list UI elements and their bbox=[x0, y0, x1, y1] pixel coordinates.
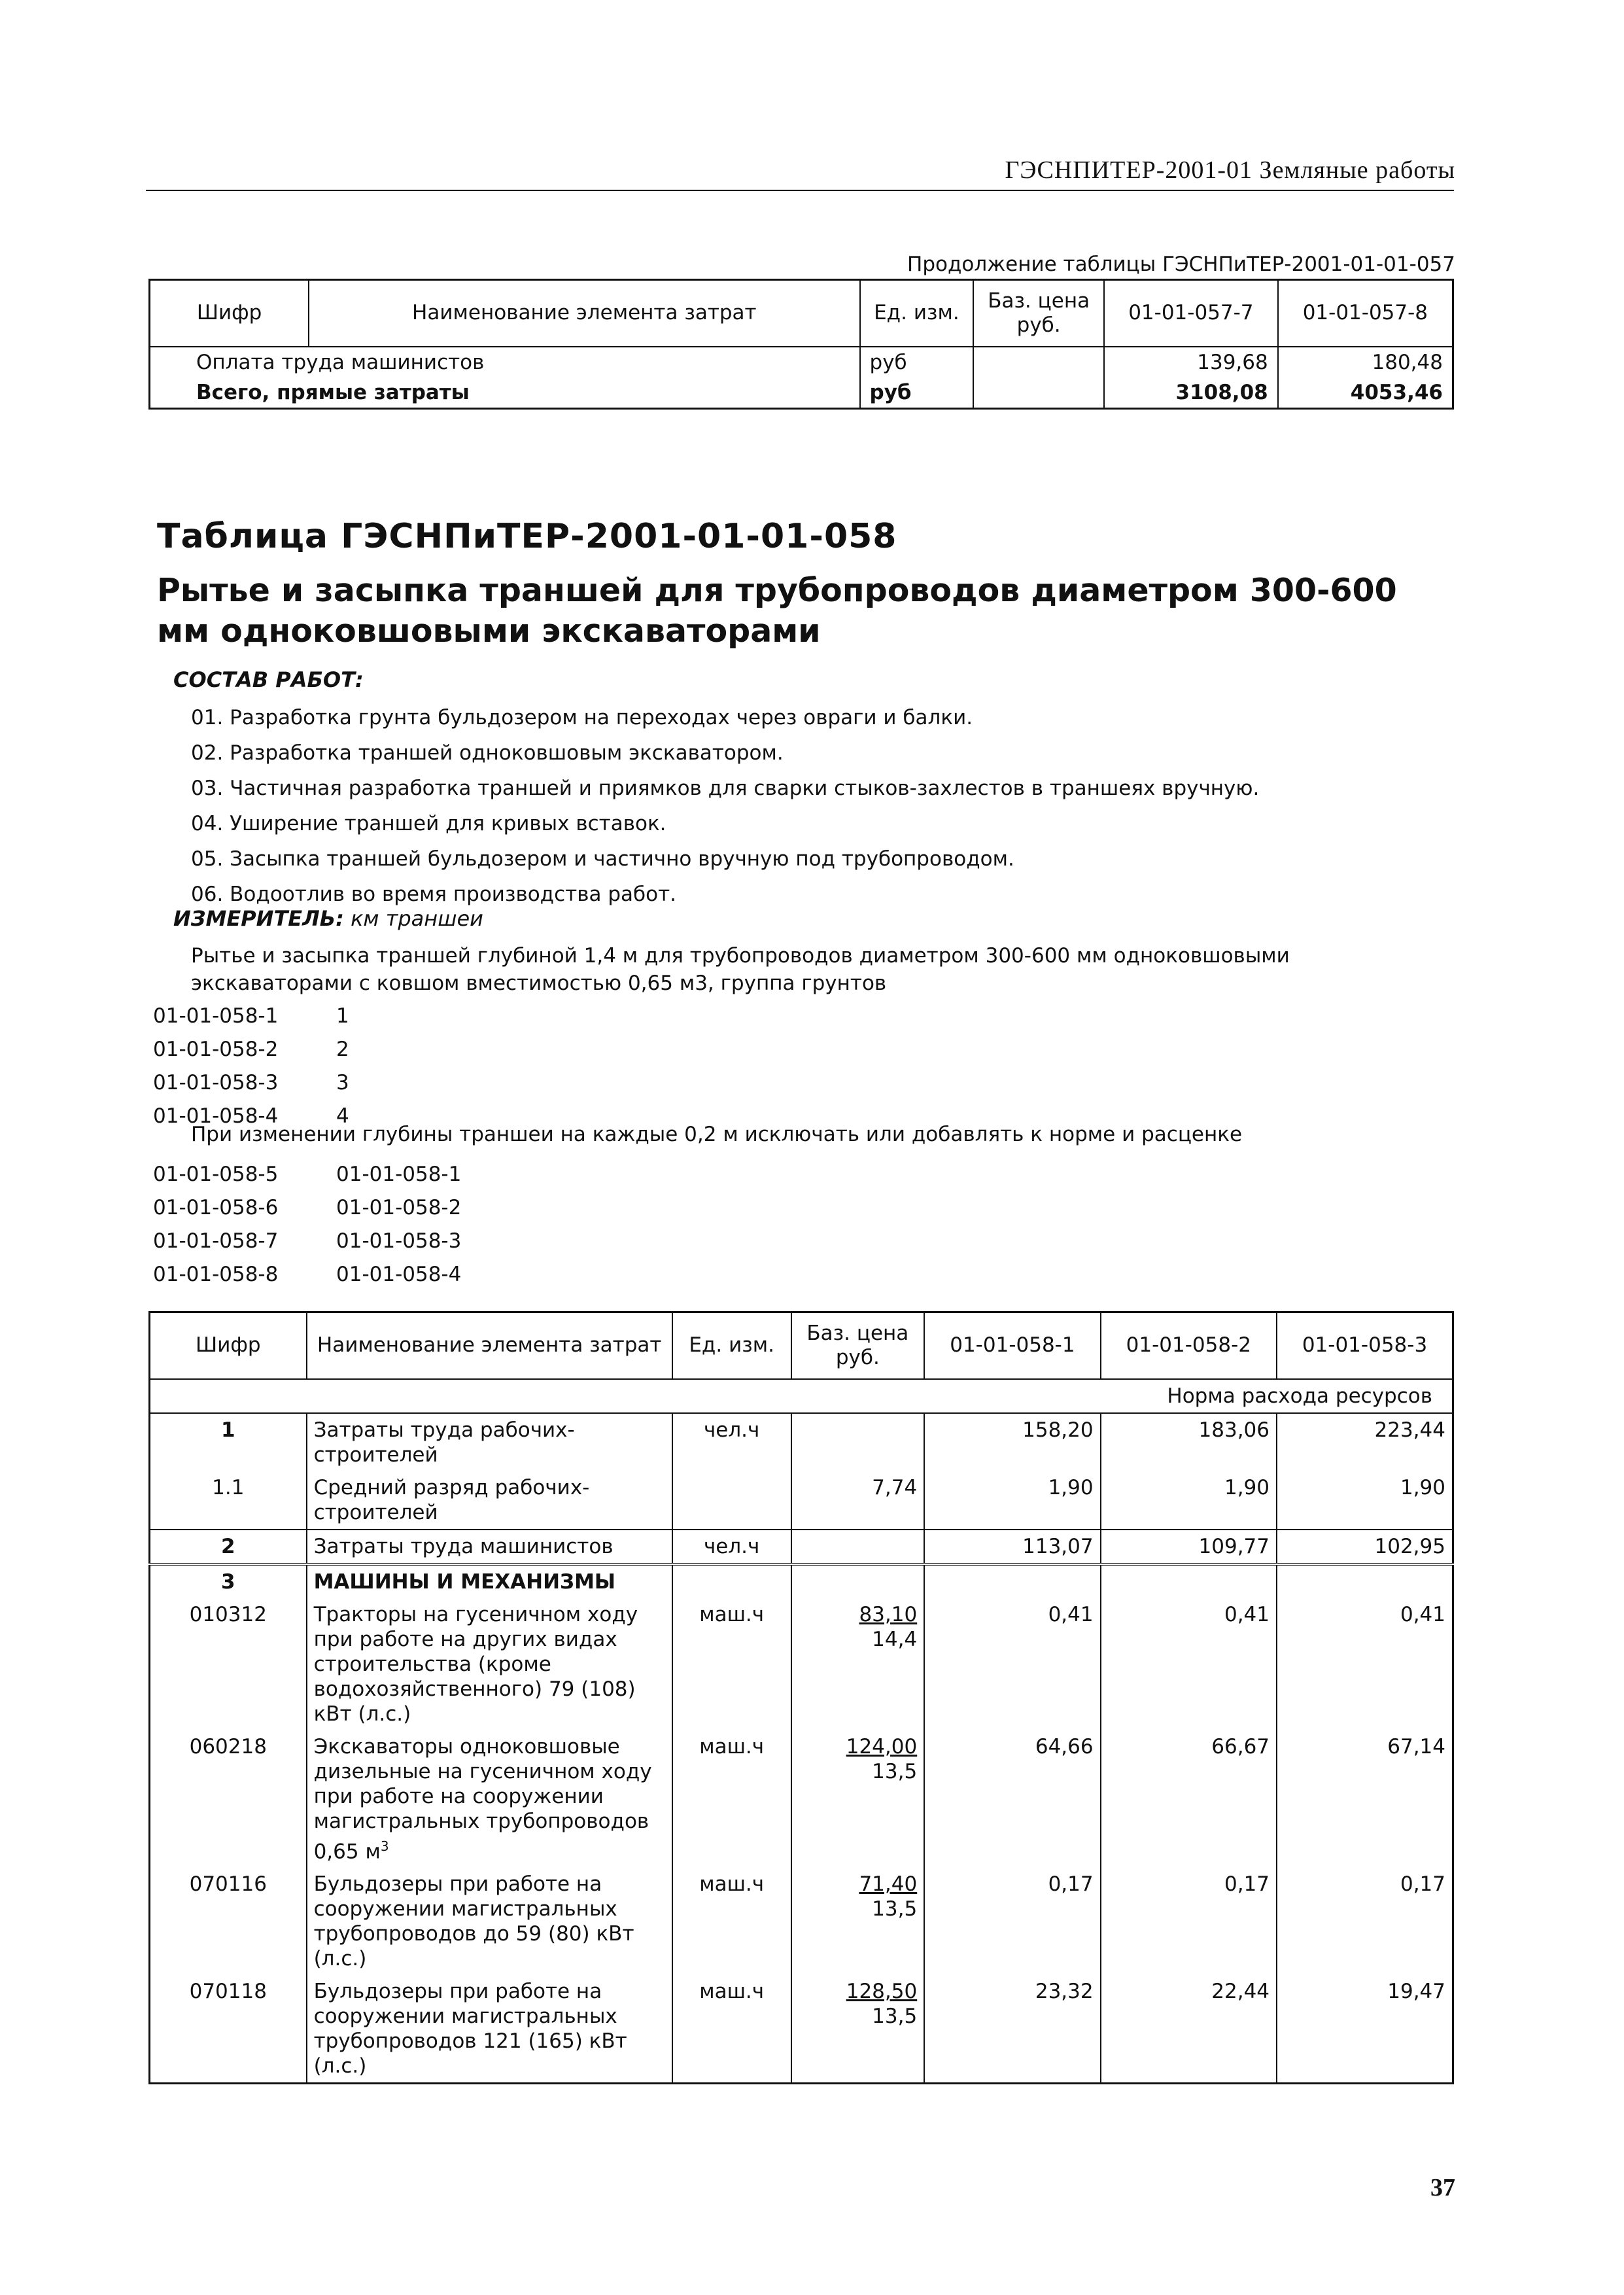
row-unit: маш.ч bbox=[699, 1980, 765, 2004]
list-item bbox=[153, 1225, 461, 1258]
table-row bbox=[150, 347, 1453, 377]
row-value bbox=[1101, 1564, 1277, 1598]
price-top: 83,10 bbox=[859, 1603, 918, 1626]
row-value: 109,77 bbox=[1101, 1530, 1277, 1564]
code: 01-01-058-8 bbox=[153, 1263, 279, 1286]
row-unit bbox=[672, 1471, 791, 1530]
column-header: 01-01-058-1 bbox=[924, 1312, 1100, 1380]
row-value: 139,68 bbox=[1104, 347, 1278, 377]
row-value: 4053,46 bbox=[1278, 377, 1453, 409]
code-value: 01-01-058-2 bbox=[336, 1196, 462, 1219]
row-value: 102,95 bbox=[1277, 1530, 1453, 1564]
table-row bbox=[150, 1868, 1453, 1975]
price-bottom: 13,5 bbox=[872, 1760, 918, 1783]
price-bottom: 14,4 bbox=[872, 1628, 918, 1651]
row-price bbox=[791, 1564, 925, 1598]
row-value: 1,90 bbox=[1277, 1471, 1453, 1530]
table-row-total bbox=[150, 377, 1453, 409]
row-value: 223,44 bbox=[1277, 1413, 1453, 1471]
row-value: 158,20 bbox=[924, 1413, 1100, 1471]
change-code-list bbox=[153, 1158, 461, 1291]
work-composition-list bbox=[191, 700, 1259, 912]
row-value: 19,47 bbox=[1277, 1975, 1453, 2084]
row-price bbox=[791, 1530, 925, 1564]
row-code: 3 bbox=[150, 1564, 307, 1598]
column-header: 01-01-058-3 bbox=[1277, 1312, 1453, 1380]
column-header: Ед. изм. bbox=[672, 1312, 791, 1380]
table-row bbox=[150, 1598, 1453, 1730]
row-value: 0,17 bbox=[1101, 1868, 1277, 1975]
list-item: 02. Разработка траншей одноковшовым экскаватором. bbox=[191, 741, 784, 765]
row-value: 113,07 bbox=[924, 1530, 1100, 1564]
row-code: 010312 bbox=[189, 1603, 267, 1626]
table-row bbox=[150, 1564, 1453, 1598]
row-value bbox=[924, 1564, 1100, 1598]
description: Рытье и засыпка траншей глубиной 1,4 м для трубопроводов диаметром 300-600 мм одноковшовыми экскаваторами с ковшом вместимостью 0,65 м3, группа грунтов bbox=[191, 944, 1290, 995]
table-row bbox=[150, 1975, 1453, 2084]
continuation-caption: Продолжение таблицы ГЭСНПиТЕР-2001-01-01-057 bbox=[907, 253, 1455, 276]
row-value: 22,44 bbox=[1101, 1975, 1277, 2084]
row-price bbox=[973, 377, 1104, 409]
list-item bbox=[153, 1033, 349, 1066]
row-name: Бульдозеры при работе на сооружении магистральных трубопроводов до 59 (80) кВт (л.с.) bbox=[307, 1868, 672, 1975]
code-value: 3 bbox=[336, 1071, 349, 1095]
list-item: 01. Разработка грунта бульдозером на переходах через овраги и балки. bbox=[191, 706, 973, 729]
row-value: 0,17 bbox=[924, 1868, 1100, 1975]
column-header: Наименование элемента затрат bbox=[307, 1312, 672, 1380]
work-composition-label: СОСТАВ РАБОТ: bbox=[173, 667, 364, 692]
row-value: 0,41 bbox=[1101, 1598, 1277, 1730]
code-value: 01-01-058-4 bbox=[336, 1263, 462, 1286]
superscript: 3 bbox=[380, 1838, 389, 1854]
code: 01-01-058-2 bbox=[153, 1038, 279, 1061]
code-value: 2 bbox=[336, 1038, 349, 1061]
row-unit: маш.ч bbox=[699, 1735, 765, 1759]
price-bottom: 7,74 bbox=[872, 1476, 918, 1499]
price-top: 128,50 bbox=[846, 1980, 918, 2004]
code-value: 1 bbox=[336, 1004, 349, 1028]
running-header: ГЭСНПИТЕР-2001-01 Земляные работы bbox=[1005, 156, 1455, 184]
row-price bbox=[791, 1471, 925, 1530]
row-unit: руб bbox=[860, 377, 974, 409]
row-code: 060218 bbox=[189, 1735, 267, 1759]
price-top: 124,00 bbox=[846, 1735, 918, 1759]
row-price bbox=[791, 1413, 925, 1471]
row-price bbox=[791, 1975, 925, 2084]
list-item: 05. Засыпка траншей бульдозером и частично вручную под трубопроводом. bbox=[191, 847, 1014, 871]
column-header: Ед. изм. bbox=[860, 280, 974, 347]
row-price bbox=[791, 1868, 925, 1975]
norm-label: Норма расхода ресурсов bbox=[150, 1379, 1453, 1413]
price-bottom: 13,5 bbox=[872, 2005, 918, 2029]
meter-value: км траншеи bbox=[351, 906, 483, 931]
column-header: Шифр bbox=[150, 280, 309, 347]
row-name: Затраты труда рабочих-строителей bbox=[307, 1413, 672, 1471]
column-header: 01-01-057-8 bbox=[1278, 280, 1453, 347]
list-item bbox=[153, 1158, 461, 1191]
row-value: 0,17 bbox=[1277, 1868, 1453, 1975]
page-number: 37 bbox=[1430, 2174, 1455, 2201]
list-item bbox=[153, 1000, 349, 1033]
row-price bbox=[791, 1598, 925, 1730]
code: 01-01-058-3 bbox=[153, 1071, 279, 1095]
row-name-text: Экскаваторы одноковшовые дизельные на гусеничном ходу при работе на сооружении магистральных трубопроводов 0,65 м bbox=[313, 1735, 652, 1864]
list-item: 06. Водоотлив во время производства работ. bbox=[191, 883, 677, 906]
resource-table bbox=[148, 1311, 1454, 2084]
row-code: 1 bbox=[150, 1413, 307, 1471]
row-name: Затраты труда машинистов bbox=[307, 1530, 672, 1564]
table-subtitle: Рытье и засыпка траншей для трубопроводов диаметром 300-600 мм одноковшовыми экскаваторами bbox=[157, 572, 1397, 650]
code: 01-01-058-7 bbox=[153, 1229, 279, 1253]
price-top: 71,40 bbox=[859, 1872, 918, 1897]
list-item bbox=[153, 1258, 461, 1291]
change-note: При изменении глубины траншеи на каждые 0,2 м исключать или добавлять к норме и расценке bbox=[191, 1123, 1243, 1146]
list-item bbox=[153, 1191, 461, 1225]
row-value: 23,32 bbox=[924, 1975, 1100, 2084]
list-item: 04. Уширение траншей для кривых вставок. bbox=[191, 812, 666, 835]
row-value: 66,67 bbox=[1101, 1730, 1277, 1868]
code-value: 4 bbox=[336, 1104, 349, 1128]
norm-row bbox=[150, 1379, 1453, 1413]
price-bottom: 13,5 bbox=[872, 1897, 918, 1921]
row-name: МАШИНЫ И МЕХАНИЗМЫ bbox=[307, 1564, 672, 1598]
row-name: Бульдозеры при работе на сооружении магистральных трубопроводов 121 (165) кВт (л.с.) bbox=[307, 1975, 672, 2084]
row-value: 67,14 bbox=[1277, 1730, 1453, 1868]
code: 01-01-058-6 bbox=[153, 1196, 279, 1219]
code: 01-01-058-5 bbox=[153, 1163, 279, 1186]
row-value: 64,66 bbox=[924, 1730, 1100, 1868]
code: 01-01-058-4 bbox=[153, 1104, 279, 1128]
meter-label: ИЗМЕРИТЕЛЬ: bbox=[173, 906, 344, 931]
row-code: 070118 bbox=[189, 1980, 267, 2004]
column-header: 01-01-058-2 bbox=[1101, 1312, 1277, 1380]
row-name: Оплата труда машинистов bbox=[196, 351, 485, 374]
column-header: Наименование элемента затрат bbox=[309, 280, 859, 347]
row-value: 0,41 bbox=[924, 1598, 1100, 1730]
row-value bbox=[1277, 1564, 1453, 1598]
row-value: 0,41 bbox=[1277, 1598, 1453, 1730]
row-value: 1,90 bbox=[924, 1471, 1100, 1530]
row-value: 1,90 bbox=[1101, 1471, 1277, 1530]
table-header-row bbox=[150, 1312, 1453, 1380]
meter-line bbox=[173, 906, 483, 931]
row-unit: руб bbox=[860, 347, 974, 377]
code-list bbox=[153, 1000, 349, 1133]
column-header: 01-01-057-7 bbox=[1104, 280, 1278, 347]
table-row bbox=[150, 1530, 1453, 1564]
table-title: Таблица ГЭСНПиТЕР-2001-01-01-058 bbox=[157, 517, 897, 556]
row-price bbox=[791, 1730, 925, 1868]
table-header-row bbox=[150, 280, 1453, 347]
table-row bbox=[150, 1730, 1453, 1868]
row-value: 183,06 bbox=[1101, 1413, 1277, 1471]
table-row bbox=[150, 1471, 1453, 1530]
row-unit: чел.ч bbox=[672, 1413, 791, 1471]
list-item: 03. Частичная разработка траншей и приямков для сварки стыков-захлестов в траншеях вручную. bbox=[191, 777, 1260, 800]
row-price bbox=[973, 347, 1104, 377]
code-value: 01-01-058-3 bbox=[336, 1229, 462, 1253]
row-name: Средний разряд рабочих-строителей bbox=[307, 1471, 672, 1530]
code: 01-01-058-1 bbox=[153, 1004, 279, 1028]
column-header: Баз. цена руб. bbox=[791, 1312, 925, 1380]
continuation-table bbox=[148, 279, 1454, 410]
row-code: 1.1 bbox=[212, 1476, 245, 1499]
header-rule bbox=[146, 190, 1454, 191]
row-code: 2 bbox=[150, 1530, 307, 1564]
row-value: 3108,08 bbox=[1104, 377, 1278, 409]
row-unit: маш.ч bbox=[699, 1603, 765, 1626]
row-name bbox=[307, 1730, 672, 1868]
table-row bbox=[150, 1413, 1453, 1471]
row-value: 180,48 bbox=[1278, 347, 1453, 377]
list-item bbox=[153, 1066, 349, 1100]
column-header: Шифр bbox=[150, 1312, 307, 1380]
row-name: Тракторы на гусеничном ходу при работе на других видах строительства (кроме водохозяйственного) 79 (108) кВт (л.с.) bbox=[307, 1598, 672, 1730]
row-unit: чел.ч bbox=[672, 1530, 791, 1564]
row-unit bbox=[672, 1564, 791, 1598]
row-code: 070116 bbox=[189, 1872, 267, 1897]
column-header: Баз. цена руб. bbox=[973, 280, 1104, 347]
row-name: Всего, прямые затраты bbox=[150, 377, 860, 409]
code-value: 01-01-058-1 bbox=[336, 1163, 462, 1186]
row-unit: маш.ч bbox=[699, 1872, 765, 1897]
